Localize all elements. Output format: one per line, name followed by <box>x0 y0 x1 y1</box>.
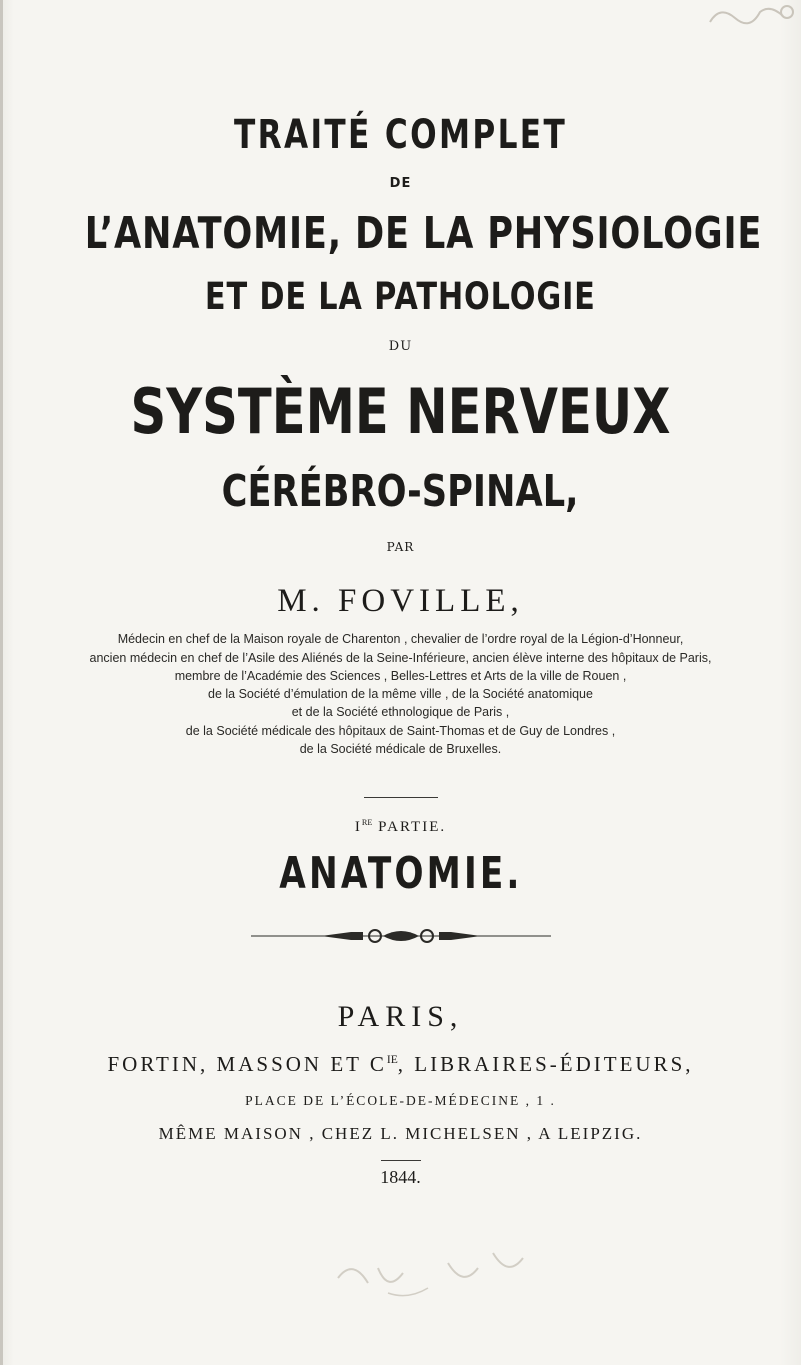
publisher-name-part-a: FORTIN, MASSON ET C <box>107 1052 387 1076</box>
part-label: PARTIE. <box>372 819 447 835</box>
publisher-same-house: MÊME MAISON , CHEZ L. MICHELSEN , A LEIPZIG. <box>158 1124 643 1143</box>
title-line-3: L’ANATOMIE, DE LA PHYSIOLOGIE <box>84 208 763 259</box>
section-divider <box>364 797 438 798</box>
author-bio-line: ancien médecin en chef de l’Asile des Aliénés de la Seine-Inférieure, ancien élève interne des hôpitaux de Paris, <box>89 651 712 665</box>
publication-year: 1844. <box>380 1167 421 1187</box>
publisher-superscript: IE <box>386 1054 398 1066</box>
author-bio-line: membre de l’Académie des Sciences , Belles-Lettres et Arts de la ville de Rouen , <box>174 669 627 683</box>
title-line-1: TRAITÉ COMPLET <box>233 112 568 158</box>
title-line-7: CÉRÉBRO-SPINAL, <box>222 466 579 517</box>
author-bio-line: Médecin en chef de la Maison royale de Charenton , chevalier de l’ordre royal de la Légion-d’Honneur, <box>117 632 684 646</box>
publisher-address: PLACE DE L’ÉCOLE-DE-MÉDECINE , 1 . <box>245 1093 556 1108</box>
author-bio-line: et de la Société ethnologique de Paris , <box>291 705 510 719</box>
by-label: PAR <box>386 540 415 554</box>
bottom-stamp-mark <box>328 1238 538 1308</box>
author-name: M. FOVILLE, <box>277 583 524 619</box>
ornamental-rule-icon <box>251 926 551 946</box>
publisher-name <box>0 1052 801 1077</box>
publisher-city: PARIS, <box>337 1000 464 1033</box>
title-line-6: SYSTÈME NERVEUX <box>130 375 671 448</box>
publisher-name-part-b: , LIBRAIRES-ÉDITEURS, <box>397 1052 694 1076</box>
author-bio-line: de la Société médicale de Bruxelles. <box>299 742 502 756</box>
part-number: I <box>354 819 362 835</box>
title-line-4: ET DE LA PATHOLOGIE <box>205 275 596 318</box>
author-bio-line: de la Société médicale des hôpitaux de Saint-Thomas et de Guy de Londres , <box>185 724 616 738</box>
author-bio-line: de la Société d’émulation de la même ville , de la Société anatomique <box>208 687 593 701</box>
title-line-5: DU <box>388 339 413 354</box>
part-heading <box>0 818 801 836</box>
part-title: ANATOMIE. <box>278 848 523 899</box>
title-line-2: DE <box>389 176 412 191</box>
year-divider <box>381 1160 421 1161</box>
top-stamp-mark <box>705 0 795 30</box>
part-number-superscript: RE <box>361 818 373 827</box>
